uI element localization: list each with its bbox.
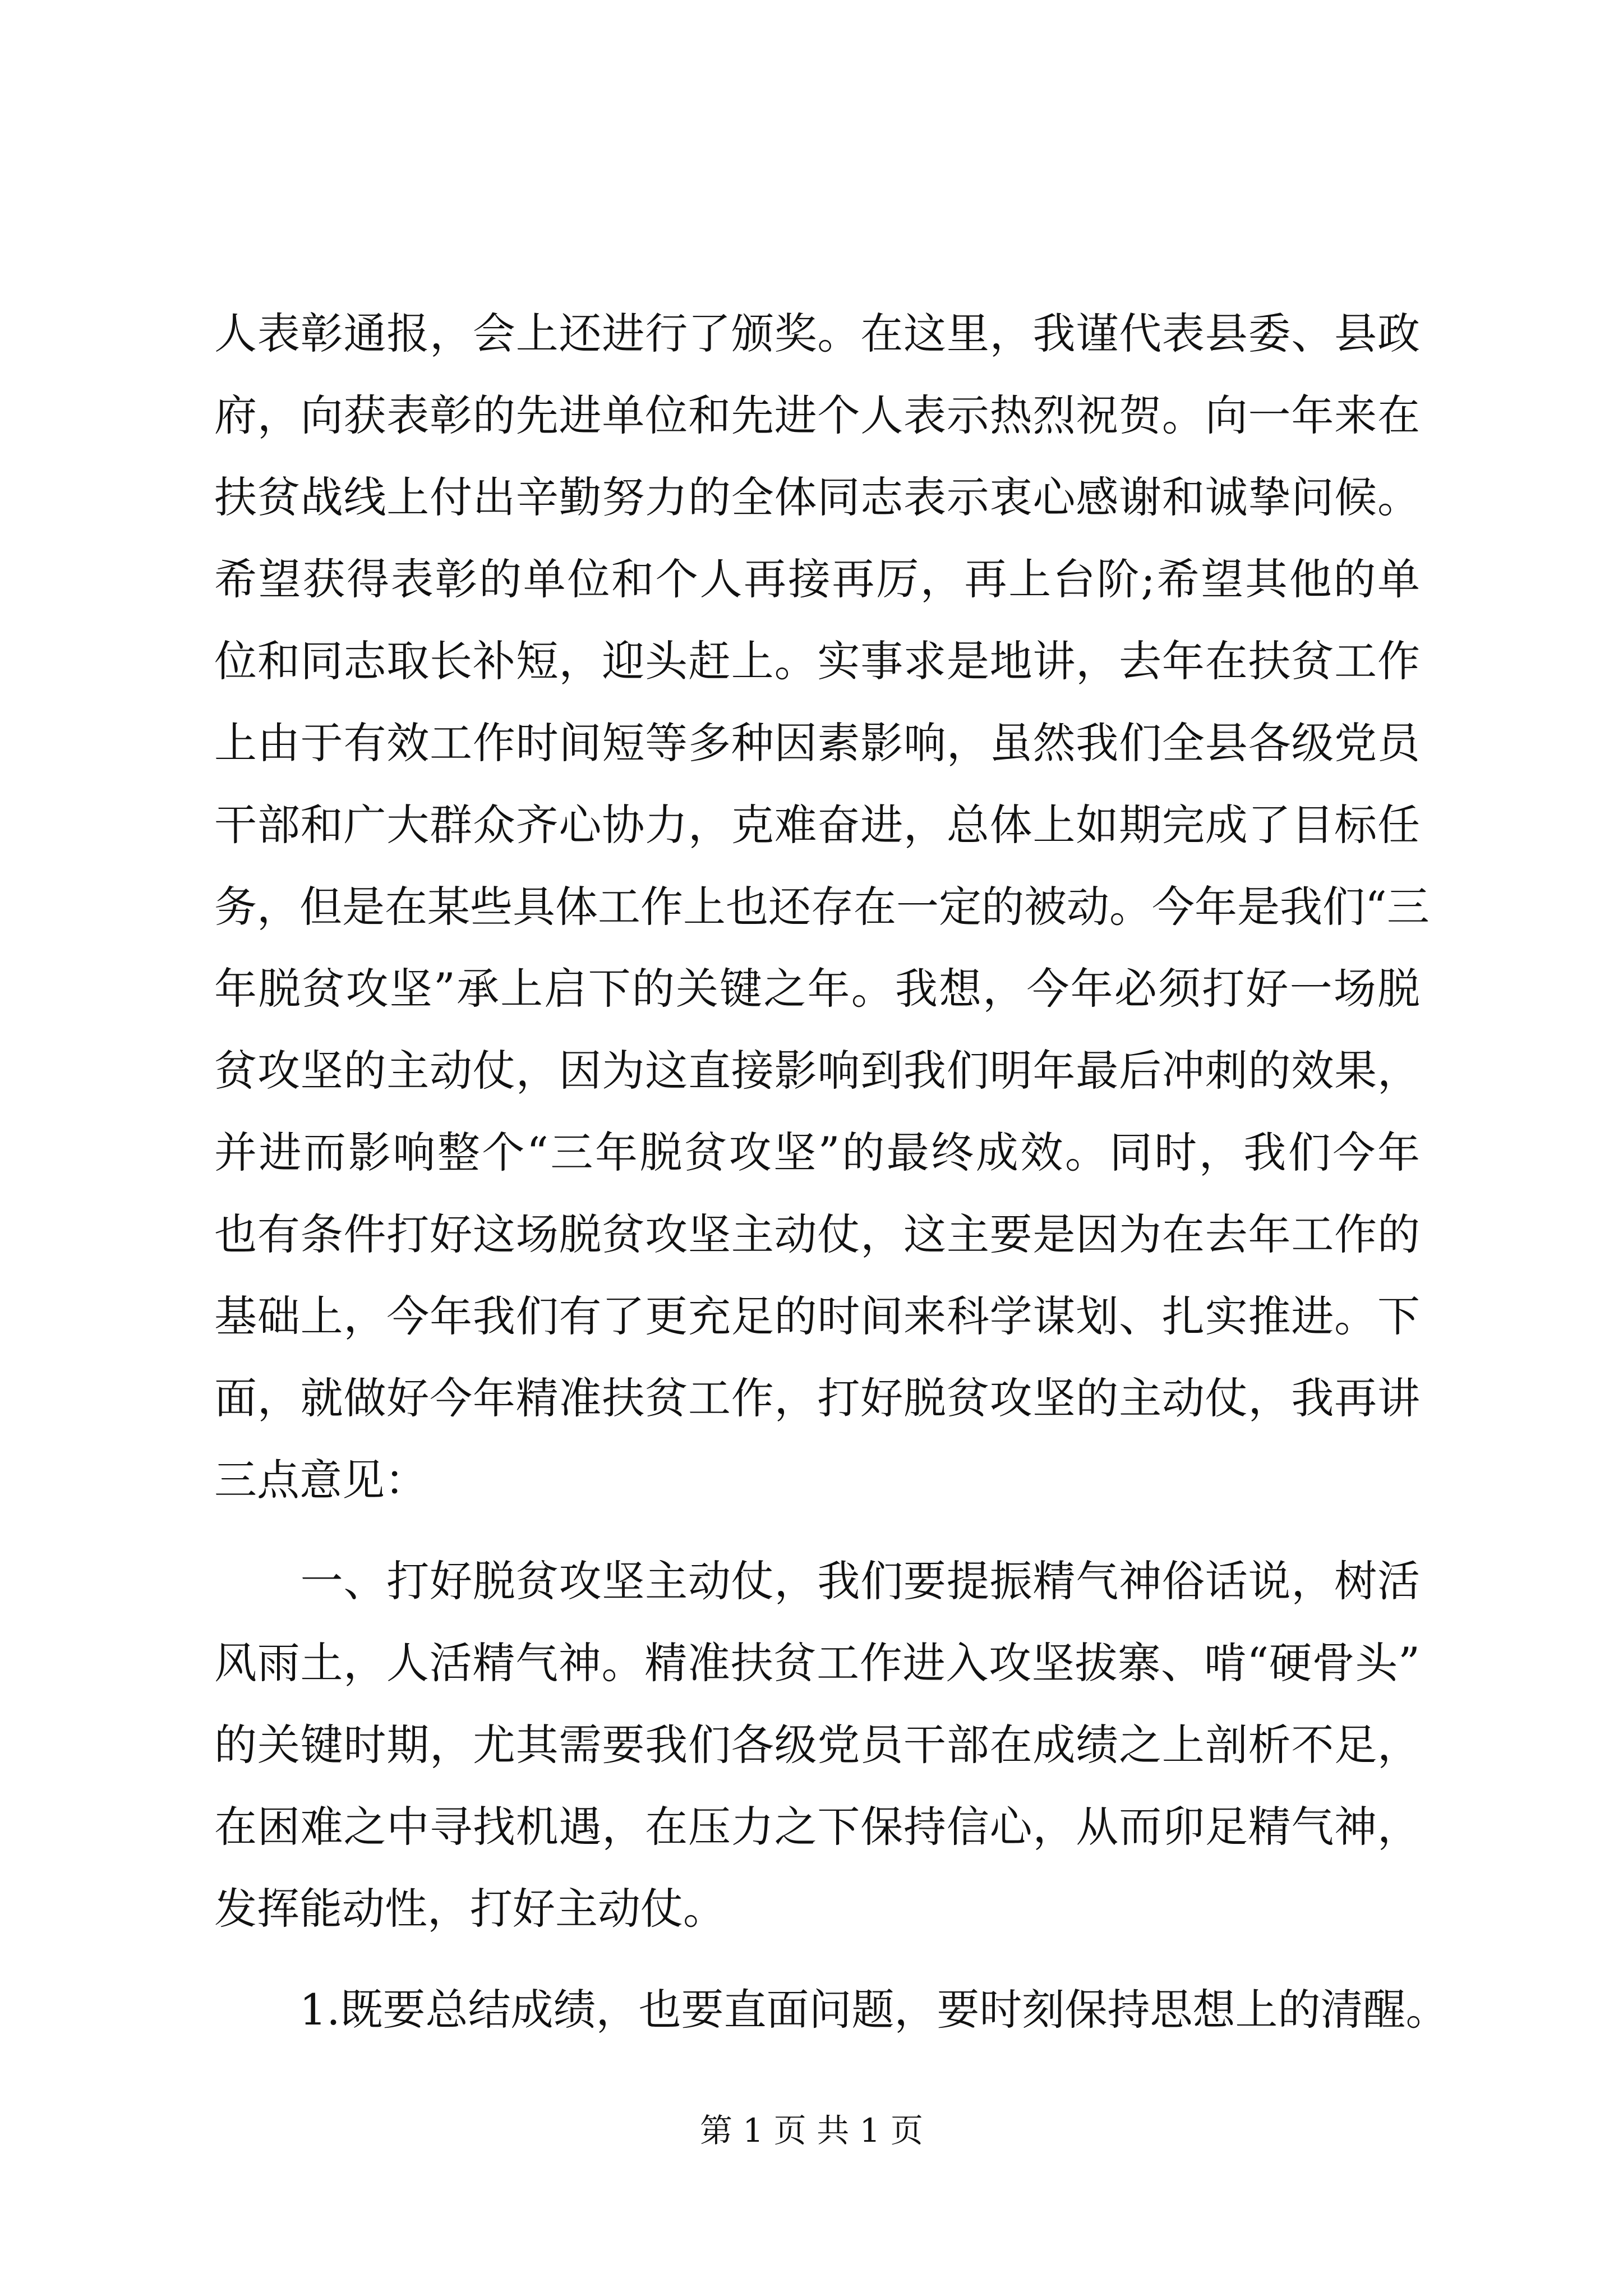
text-line: 也有条件打好这场脱贫攻坚主动仗，这主要是因为在去年工作的 [214, 1209, 1420, 1259]
text-line: 上由于有效工作时间短等多种因素影响，虽然我们全县各级党员 [214, 718, 1420, 768]
text-line: 贫攻坚的主动仗，因为这直接影响到我们明年最后冲刺的效果， [214, 1046, 1420, 1096]
paragraph-spacing [214, 1950, 1420, 1969]
text-line: 风雨土，人活精气神。精准扶贫工作进入攻坚拔寨、啃“硬骨头” [214, 1638, 1420, 1688]
body-text [214, 293, 1449, 2051]
paragraph-spacing [214, 1521, 1420, 1540]
text-line: 面，就做好今年精准扶贫工作，打好脱贫攻坚的主动仗，我再讲 [214, 1373, 1420, 1423]
text-line: 三点意见： [214, 1455, 427, 1505]
text-line: 1.既要总结成绩，也要直面问题，要时刻保持思想上的清醒。 [214, 1985, 1449, 2035]
text-line: 扶贫战线上付出辛勤努力的全体同志表示衷心感谢和诚挚问候。 [214, 472, 1420, 522]
page-footer: 第 1 页 共 1 页 [700, 2111, 923, 2150]
text-line: 发挥能动性，打好主动仗。 [214, 1884, 726, 1934]
paragraph-1 [214, 293, 1430, 1521]
text-line: 府，向获表彰的先进单位和先进个人表示热烈祝贺。向一年来在 [214, 390, 1420, 440]
text-line: 并进而影响整个“三年脱贫攻坚”的最终成效。同时，我们今年 [214, 1128, 1420, 1177]
text-line: 在困难之中寻找机遇，在压力之下保持信心，从而卯足精气神， [214, 1802, 1420, 1852]
text-line: 希望获得表彰的单位和个人再接再厉，再上台阶;希望其他的单 [214, 554, 1420, 604]
paragraph-2 [214, 1540, 1420, 1950]
text-line: 务，但是在某些具体工作上也还存在一定的被动。今年是我们“三 [214, 882, 1430, 932]
text-line: 基础上，今年我们有了更充足的时间来科学谋划、扎实推进。下 [214, 1291, 1420, 1341]
text-line: 的关键时期，尤其需要我们各级党员干部在成绩之上剖析不足， [214, 1720, 1420, 1770]
text-line: 人表彰通报，会上还进行了颁奖。在这里，我谨代表县委、县政 [214, 309, 1420, 358]
paragraph-3 [214, 1969, 1449, 2051]
text-line: 干部和广大群众齐心协力，克难奋进，总体上如期完成了目标任 [214, 800, 1420, 850]
text-line: 年脱贫攻坚”承上启下的关键之年。我想，今年必须打好一场脱 [214, 964, 1420, 1014]
text-line: 位和同志取长补短，迎头赶上。实事求是地讲，去年在扶贫工作 [214, 636, 1420, 686]
text-line: 一、打好脱贫攻坚主动仗，我们要提振精气神俗话说，树活 [214, 1556, 1420, 1606]
